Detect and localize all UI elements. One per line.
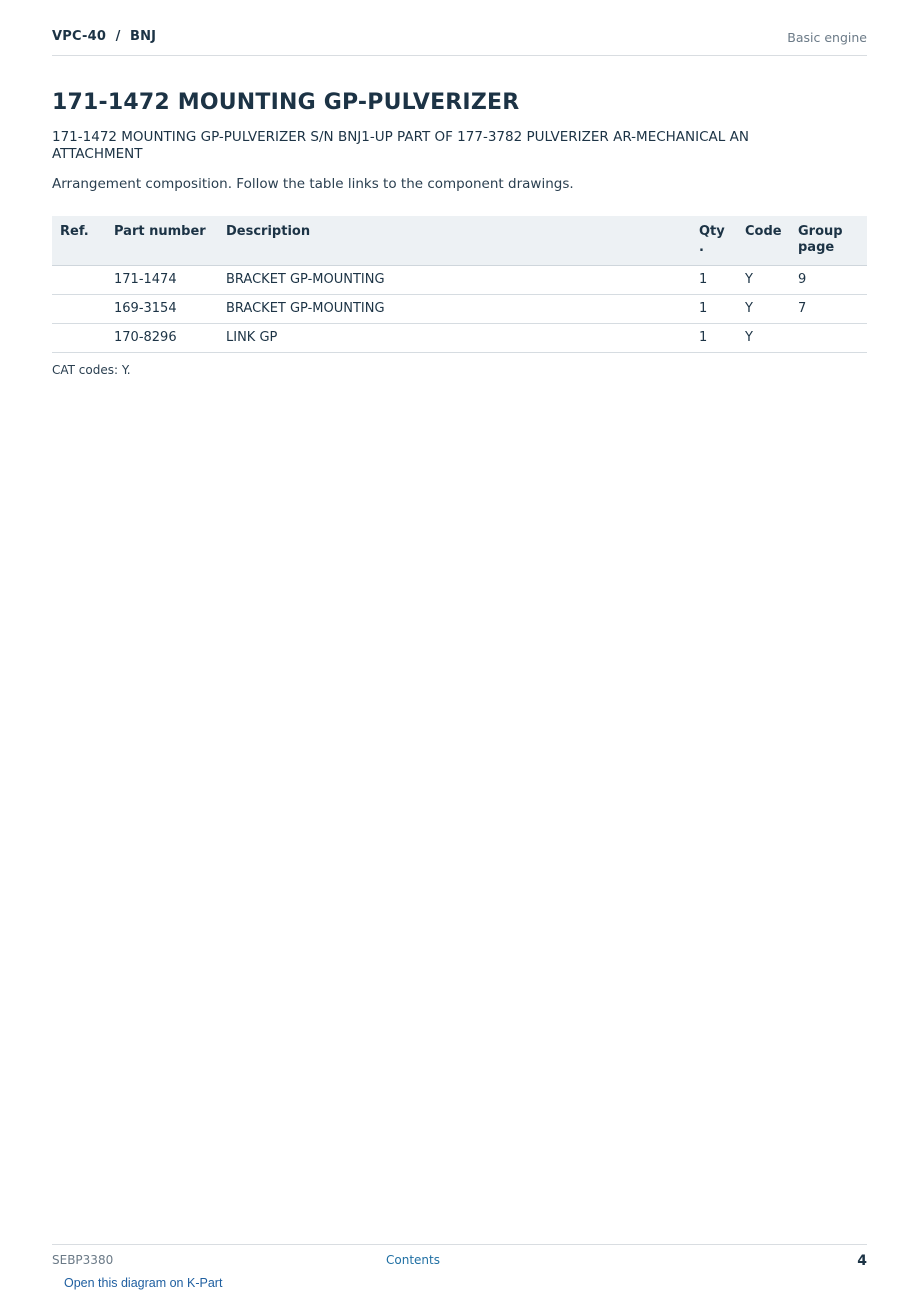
part-number-link[interactable]: 169-3154 bbox=[106, 295, 218, 324]
row-description: BRACKET GP-MOUNTING bbox=[218, 266, 691, 295]
page-footer bbox=[52, 1244, 867, 1275]
row-code: Y bbox=[737, 324, 790, 353]
header-group-page: Group page bbox=[790, 216, 867, 266]
parts-table bbox=[52, 216, 867, 353]
header-description: Description bbox=[218, 216, 691, 266]
section-label: Basic engine bbox=[787, 30, 867, 45]
row-description: BRACKET GP-MOUNTING bbox=[218, 295, 691, 324]
header-ref: Ref. bbox=[52, 216, 106, 266]
page-title: 171-1472 MOUNTING GP-PULVERIZER bbox=[52, 90, 520, 115]
row-description: LINK GP bbox=[218, 324, 691, 353]
row-group-page bbox=[790, 324, 867, 353]
row-code: Y bbox=[737, 295, 790, 324]
cat-codes-note: CAT codes: Y. bbox=[52, 363, 131, 377]
row-qty: 1 bbox=[691, 266, 737, 295]
breadcrumb: VPC-40 / BNJ bbox=[52, 29, 157, 44]
row-qty: 1 bbox=[691, 324, 737, 353]
page-header bbox=[52, 28, 867, 56]
group-page-link[interactable]: 9 bbox=[790, 266, 867, 295]
table-row bbox=[52, 324, 867, 353]
kpart-link[interactable]: Open this diagram on K-Part bbox=[64, 1276, 223, 1290]
table-header-row bbox=[52, 216, 867, 266]
page-subtitle: 171-1472 MOUNTING GP-PULVERIZER S/N BNJ1-UP PART OF 177-3782 PULVERIZER AR-MECHANICAL AN ATTACHMENT bbox=[52, 129, 749, 162]
header-code: Code bbox=[737, 216, 790, 266]
page-number: 4 bbox=[857, 1253, 867, 1269]
header-part-number: Part number bbox=[106, 216, 218, 266]
contents-link[interactable]: Contents bbox=[386, 1253, 440, 1267]
row-ref bbox=[52, 266, 106, 295]
row-ref bbox=[52, 295, 106, 324]
part-number-link[interactable]: 171-1474 bbox=[106, 266, 218, 295]
row-ref bbox=[52, 324, 106, 353]
table-row bbox=[52, 295, 867, 324]
header-qty: Qty . bbox=[691, 216, 737, 266]
document-id: SEBP3380 bbox=[52, 1253, 114, 1267]
row-qty: 1 bbox=[691, 295, 737, 324]
row-code: Y bbox=[737, 266, 790, 295]
intro-text: Arrangement composition. Follow the table links to the component drawings. bbox=[52, 176, 574, 192]
group-page-link[interactable]: 7 bbox=[790, 295, 867, 324]
table-row bbox=[52, 266, 867, 295]
row-part-number: 170-8296 bbox=[106, 324, 218, 353]
